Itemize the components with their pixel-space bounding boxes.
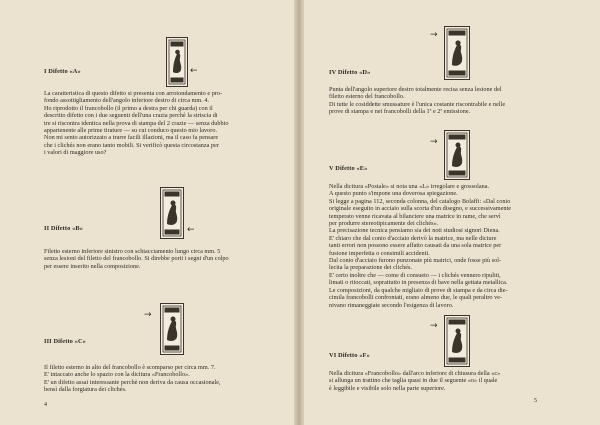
heading-difetto-c: III Difetto «C» bbox=[44, 338, 86, 345]
paragraph-difetto-a: La caratteristica di questo difetto si presenta con arrotondamento e pro- fondo assottigliamento dell'angolo inferiore destro di circa mm. 4. Ho riprodotto il francobollo (il primo a destra per chi guarda) con il descritto difetto con i due seguenti dell'una crazia perchè la striscia di tre si riscontra identica nella prova di stampa del 2 crazie — senza dubbio appartenente alle prime tirature — su cui conduco questo mio lavoro. Non mi sento autorizzato a trarre facili illazioni, ma il caso fa pensare che i clichés non erano tanto mobili. Si verificò questa circostanza per i valori di maggiore uso? bbox=[44, 90, 229, 157]
marzocco-lion-icon bbox=[167, 38, 187, 86]
paragraph-difetto-d: Punta dell'angolo superiore destro totalmente recisa senza lesione del filetto esterno del francobollo. Di tutte le cosiddette smussature è l'unica costante riscontrabile e nelle prove di stampa e nei francobolli della 1ª e 2ª emissione. bbox=[329, 86, 506, 116]
paragraph-difetto-f: Nella dicitura «Francobollo» dall'arco inferiore di chiusura della «c» si allunga un trattino che taglia quasi in due il seguente «o» il quale è leggibile e visibile solo nella parte superiore. bbox=[329, 370, 501, 392]
paragraph-difetto-e: Nella dicitura «Postale» si nota una «L» irregolare e grossolana. A questo punto s'impone una doverosa spiegazione. Si legge a pagina 112, seconda colonna, del catalogo Bolaffi: «Dal conio originale eseguito in acciaio sulla scorta d'un disegno, e successivamente temperato venne ricavata al bilanciere una matrice in rame, che servì per produrre stereotipicamente dei clichés». La precisazione tecnica pensiamo sia dei noti studiosi signori Diena. E' chiaro che dal conio d'acciaio derivò la matrice, ma nelle dicture tanti errori non possono essere affatto causati da una sola matrice per fusione imperfetta o consimili accidenti. Dal conio d'acciaio furono punzonate più matrici, onde fosse più sol- lecita la preparazione dei clichés. E' certo inoltre che — come di consueto — i clichés vennero ripuliti, limati o ritoccati, soprattutto in presenza di bave nella gettata metallica. Le composizioni, da qualche migliaio di prove di stampa e da circa die- cimila francobolli confrontati, erano almeno due, le quali peraltro ve- nivano rimaneggiate secondo l'esigenza di lavoro. bbox=[329, 183, 511, 309]
pointer-arrow-b: ← bbox=[187, 225, 195, 235]
stamp-illustration-a bbox=[166, 37, 188, 87]
stamp-illustration-f bbox=[444, 315, 470, 367]
marzocco-lion-icon bbox=[161, 188, 183, 238]
stamp-illustration-b bbox=[160, 187, 184, 239]
pointer-arrow-d: → bbox=[430, 30, 438, 40]
pointer-arrow-a: ← bbox=[190, 66, 198, 76]
pointer-arrow-e: → bbox=[430, 137, 438, 147]
heading-difetto-f: VI Difetto «F» bbox=[329, 352, 370, 359]
heading-difetto-d: IV Difetto «D» bbox=[329, 69, 371, 76]
marzocco-lion-icon bbox=[445, 27, 469, 79]
page-number-right: 5 bbox=[534, 398, 537, 404]
marzocco-lion-icon bbox=[445, 131, 469, 179]
paragraph-difetto-b: Filetto esterno inferiore sinistro con schiacciamento lungo circa mm. 5 senza lesioni del filetto del francobollo. Si direbbe porti i segni d'un colpo per essere inserito nella composizione. bbox=[44, 248, 229, 270]
paragraph-difetto-c: Il filetto esterno in alto del francobollo è scomparso per circa mm. 7. E' intaccato anche lo spazio con la dicitura «Francobollo». E' un difetto assai interessante perchè non deriva da causa occasionale, bensì dalla forgiatura dei clichés. bbox=[44, 364, 221, 394]
marzocco-lion-icon bbox=[445, 316, 469, 366]
left-page bbox=[0, 0, 296, 425]
heading-difetto-e: V Difetto «E» bbox=[329, 165, 368, 172]
right-page bbox=[304, 0, 600, 425]
stamp-illustration-c bbox=[160, 303, 184, 355]
heading-difetto-a: I Difetto «A» bbox=[44, 68, 81, 75]
heading-difetto-b: II Difetto «B» bbox=[44, 225, 84, 232]
pointer-arrow-f: → bbox=[430, 321, 438, 331]
stamp-illustration-d bbox=[444, 26, 470, 80]
pointer-arrow-c: → bbox=[144, 310, 152, 320]
page-number-left: 4 bbox=[44, 402, 47, 408]
marzocco-lion-icon bbox=[161, 304, 183, 354]
stamp-illustration-e bbox=[444, 130, 470, 180]
